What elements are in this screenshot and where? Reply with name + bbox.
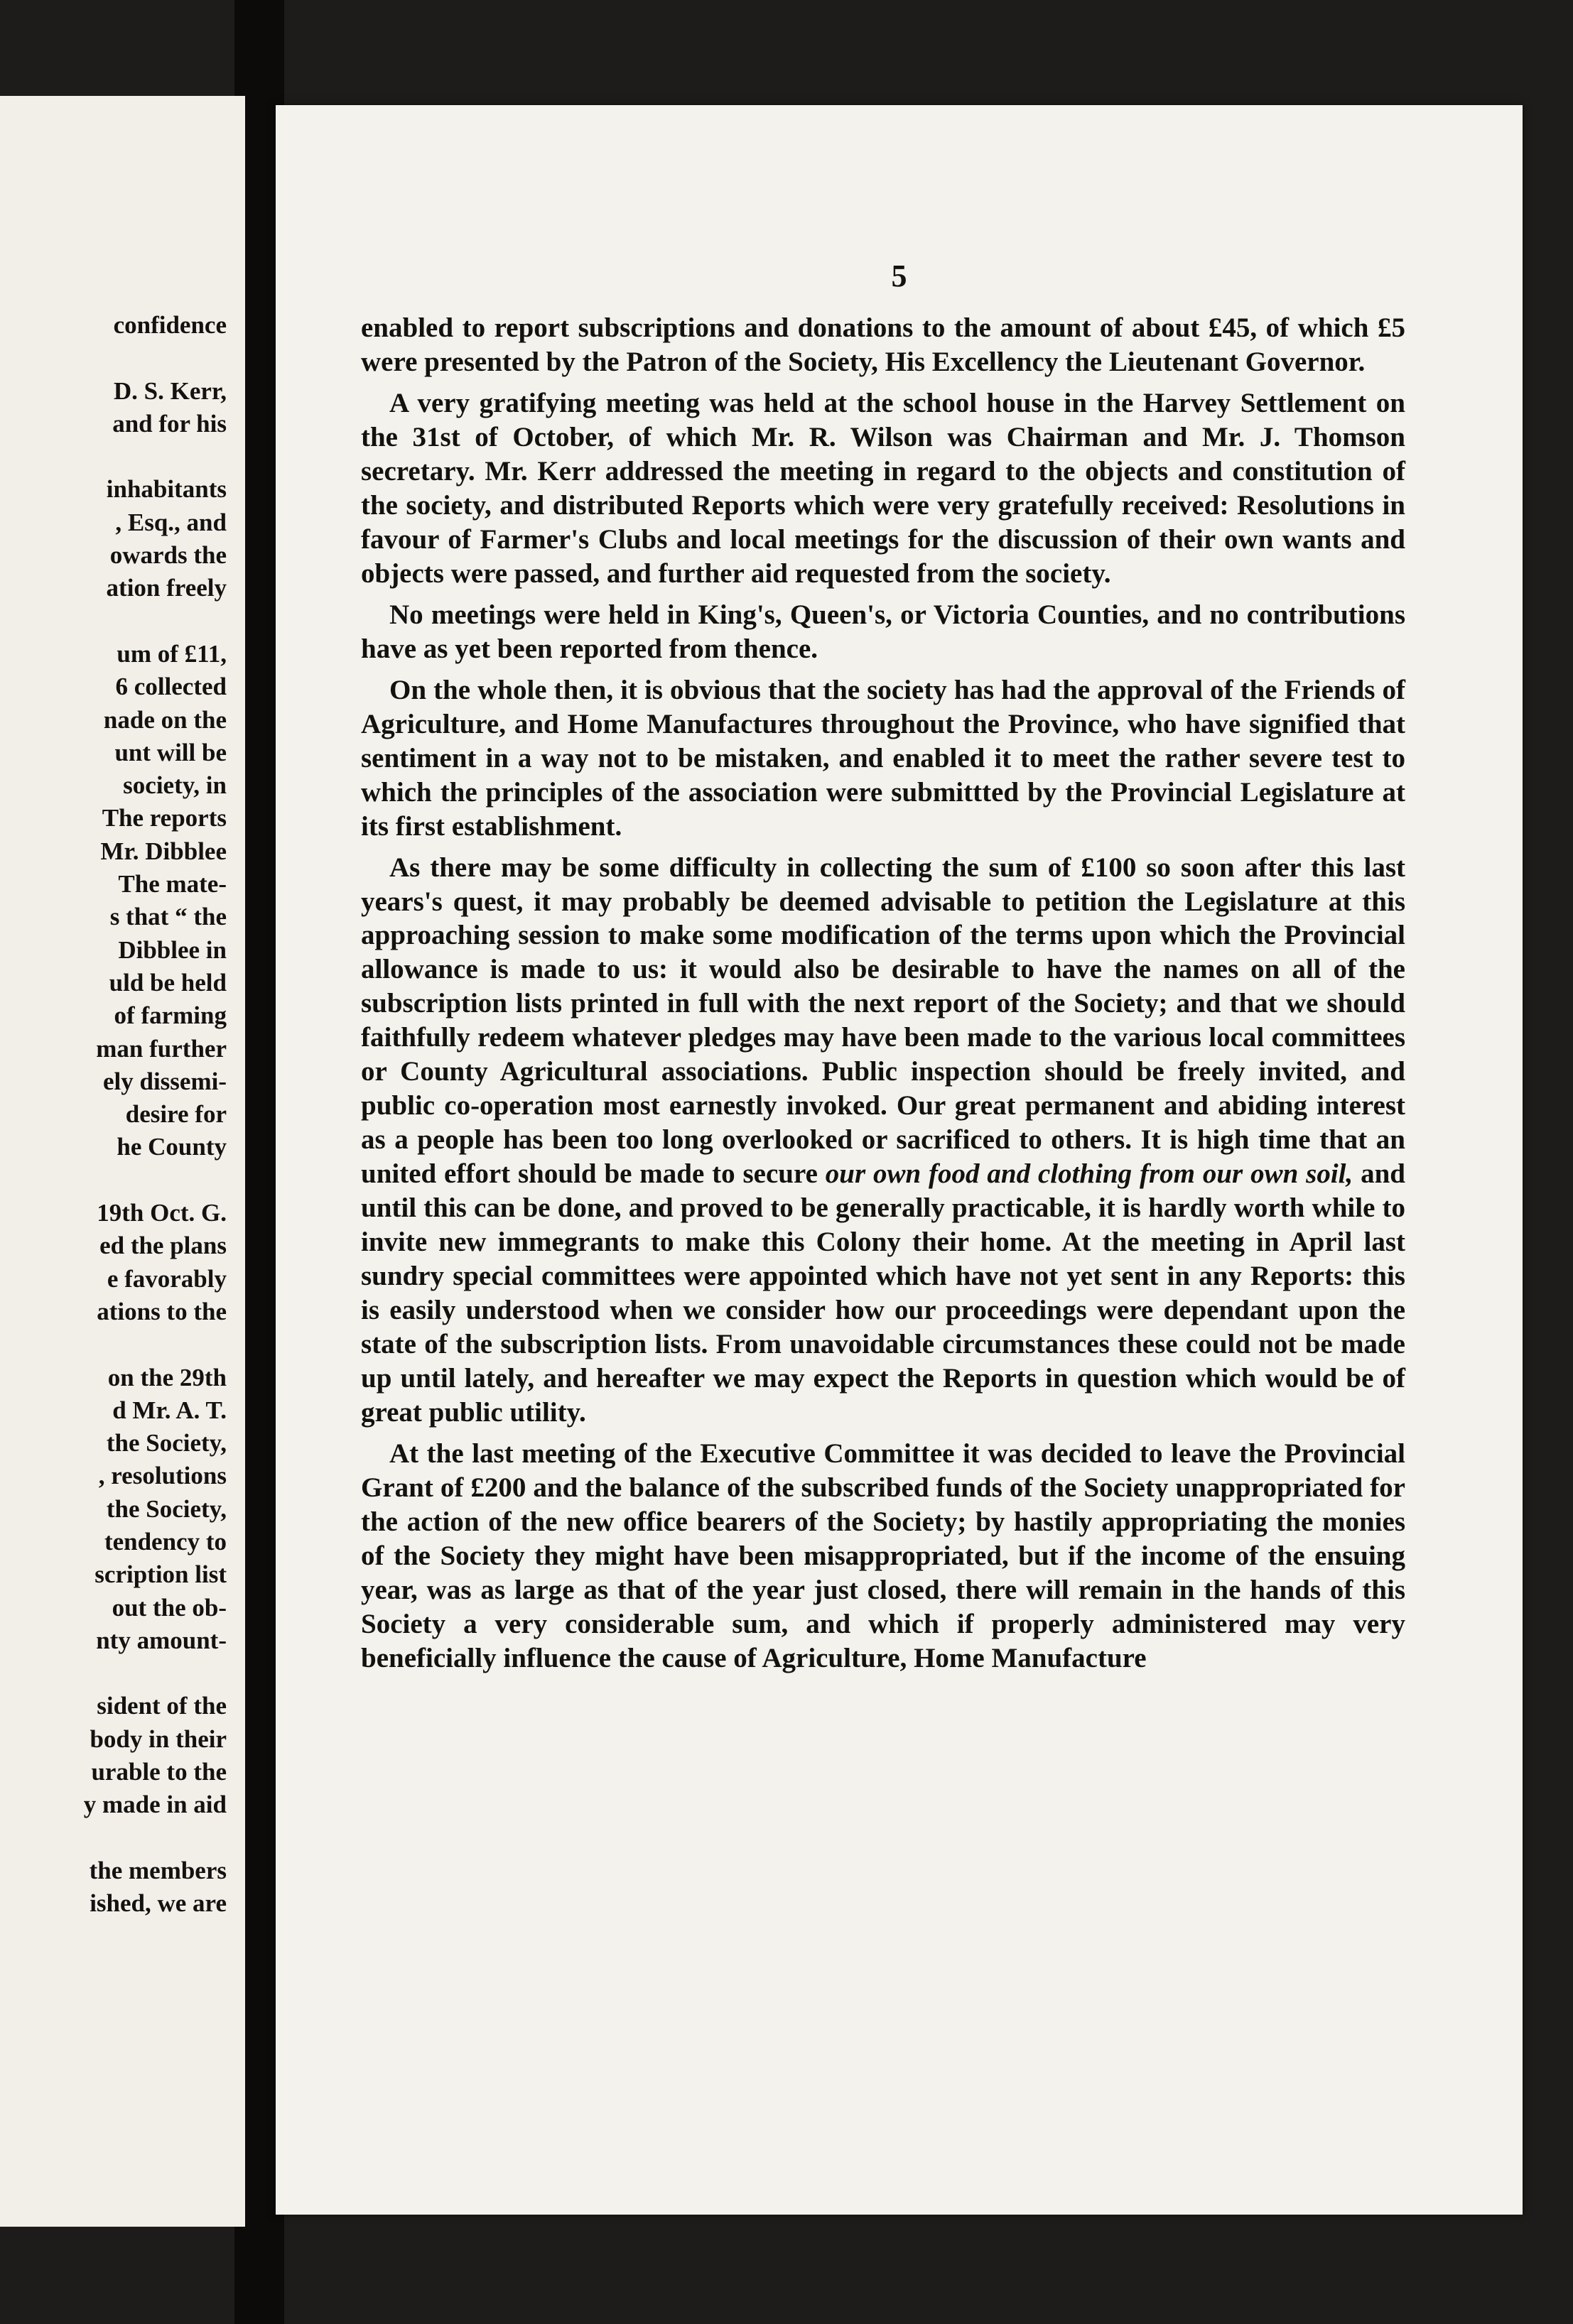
left-page-fragment: y made in aid xyxy=(83,1791,227,1819)
left-page-fragment: desire for xyxy=(125,1100,227,1129)
left-page-fragment: Mr. Dibblee xyxy=(100,837,227,865)
left-page-fragment: , resolutions xyxy=(98,1462,227,1490)
left-page-fragment: and for his xyxy=(112,409,227,438)
left-page-fragment: body in their xyxy=(90,1725,227,1753)
left-page-fragment: um of £11, xyxy=(117,639,227,668)
left-page-fragment: owards the xyxy=(109,541,227,570)
left-page-fragment: scription list xyxy=(94,1560,227,1589)
paragraph-text: and until this can be done, and proved to be generally practicable, it is hardly worth while to invite new immegrants to make this Colony their home. At the meeting in April last sundry special committees were appointed which have not yet sent in any Reports: this is easily understood when we consider how our proceedings were dependant upon the state of the subscription lists. From unavoidable circumstances these could not be made up until lately, and hereafter we may expect the Reports in question which would be of great public utility. xyxy=(361,1158,1405,1428)
left-page-fragment: nty amount- xyxy=(96,1626,227,1654)
left-page-fragment: the members xyxy=(89,1856,227,1884)
left-page-fragment xyxy=(84,440,227,473)
paragraph-text: As there may be some difficulty in collecting the sum of £100 so soon after this last years's quest, it may probably be deemed advisable to petition the Legislature at this approaching session to make some modification of the terms upon which the Provincial allowance is made to us: it would also be desirable to have the names on all of the subscription lists printed in full with the next report of the Society; and that we should faithfully redeem whatever pledges may have been made to the various local committees or County Agricultural associations. Public inspection should be freely invited, and public co-operation most earnestly invoked. Our great permanent and abiding interest as a people has been too long overlooked or sacrificed to others. It is high time that an united effort should be made to secure xyxy=(361,852,1405,1190)
left-page-fragment: s that “ the xyxy=(109,903,227,931)
paragraph: enabled to report subscriptions and donations to the amount of about £45, of which £5 were presented by the Patron of the Society, His Excellency the Lieutenant Governor. xyxy=(361,313,1405,377)
left-page-fragment: of farming xyxy=(114,1001,227,1030)
left-page-fragment: ation freely xyxy=(106,574,227,602)
left-page-fragment: the Society, xyxy=(106,1494,227,1523)
left-page-fragment: man further xyxy=(96,1034,227,1063)
left-page-fragment xyxy=(84,1328,227,1361)
left-page-fragment: tendency to xyxy=(104,1527,227,1555)
left-page-fragment xyxy=(84,342,227,374)
left-page-fragment xyxy=(84,1657,227,1690)
paragraph: At the last meeting of the Executive Committee it was decided to leave the Provincial Grant of £200 and the balance of the subscribed funds of the Society unappropriated for the action of the new office bearers of the Society; by hastily appropriating the monies of the Society they might have been misappropriated, but if the income of the ensuing year, was as large as that of the year just closed, there will remain in the hands of this Society a very considerable sum, and which if properly administered may very beneficially influence the cause of Agriculture, Home Manufacture xyxy=(361,1438,1405,1673)
paragraph: A very gratifying meeting was held at the school house in the Harvey Settlement on the 31st of October, of which Mr. R. Wilson was Chairman and Mr. J. Thomson secretary. Mr. Kerr addressed the meeting in regard to the objects and constitution of the society, and distributed Reports which were very gratefully received: Resolutions in favour of Farmer's Clubs and local meetings for the discussion of their own wants and objects were passed, and further aid requested from the society. xyxy=(361,387,1405,589)
left-page-fragment: The mate- xyxy=(118,870,227,898)
paragraph: No meetings were held in King's, Queen's, or Victoria Counties, and no contributions have as yet been reported from thence. xyxy=(361,599,1405,664)
left-page-fragment: society, in xyxy=(123,771,227,800)
left-page-fragment: he County xyxy=(117,1133,227,1161)
left-page-fragment: uld be held xyxy=(109,968,227,997)
left-page-fragment: sident of the xyxy=(97,1692,227,1720)
document-page xyxy=(276,105,1523,2215)
left-page-fragment: ely dissemi- xyxy=(102,1067,227,1095)
left-page-text-fragments xyxy=(84,309,227,1921)
left-page-fragment: ished, we are xyxy=(90,1889,227,1918)
left-page-fragment: urable to the xyxy=(91,1758,227,1786)
left-page-fragment: ed the plans xyxy=(99,1232,227,1260)
left-page-fragment: the Society, xyxy=(106,1429,227,1457)
left-page-fragment: Dibblee in xyxy=(118,935,227,964)
left-page-fragment: unt will be xyxy=(114,738,227,766)
left-page-edge xyxy=(0,96,245,2227)
left-page-fragment xyxy=(84,1164,227,1197)
left-page-fragment: The reports xyxy=(102,804,227,832)
left-page-fragment: d Mr. A. T. xyxy=(112,1396,227,1424)
left-page-fragment: on the 29th xyxy=(107,1363,227,1391)
left-page-fragment: nade on the xyxy=(103,705,227,734)
body-text xyxy=(361,311,1405,1683)
emphasized-phrase: our own food and clothing from our own soil, xyxy=(825,1158,1353,1190)
page-number: 5 xyxy=(891,259,907,293)
paragraph xyxy=(361,851,1405,1430)
left-page-fragment: 19th Oct. G. xyxy=(97,1199,227,1227)
paragraph: On the whole then, it is obvious that the society has had the approval of the Friends of Agriculture, and Home Manufactures throughout the Province, who have signified that sentiment in a way not to be mistaken, and enabled it to meet the rather severe test to which the principles of the association were submittted by the Provincial Legislature at its first establishment. xyxy=(361,674,1405,842)
left-page-fragment: D. S. Kerr, xyxy=(113,376,227,405)
left-page-fragment xyxy=(84,605,227,638)
left-page-fragment: e favorably xyxy=(107,1264,227,1293)
left-page-fragment: 6 collected xyxy=(115,673,227,701)
left-page-fragment: ations to the xyxy=(97,1297,227,1325)
left-page-fragment: out the ob- xyxy=(112,1593,227,1622)
left-page-fragment: inhabitants xyxy=(106,475,227,504)
left-page-fragment: , Esq., and xyxy=(115,508,227,536)
left-page-fragment xyxy=(84,1822,227,1855)
left-page-fragment: confidence xyxy=(113,311,227,339)
